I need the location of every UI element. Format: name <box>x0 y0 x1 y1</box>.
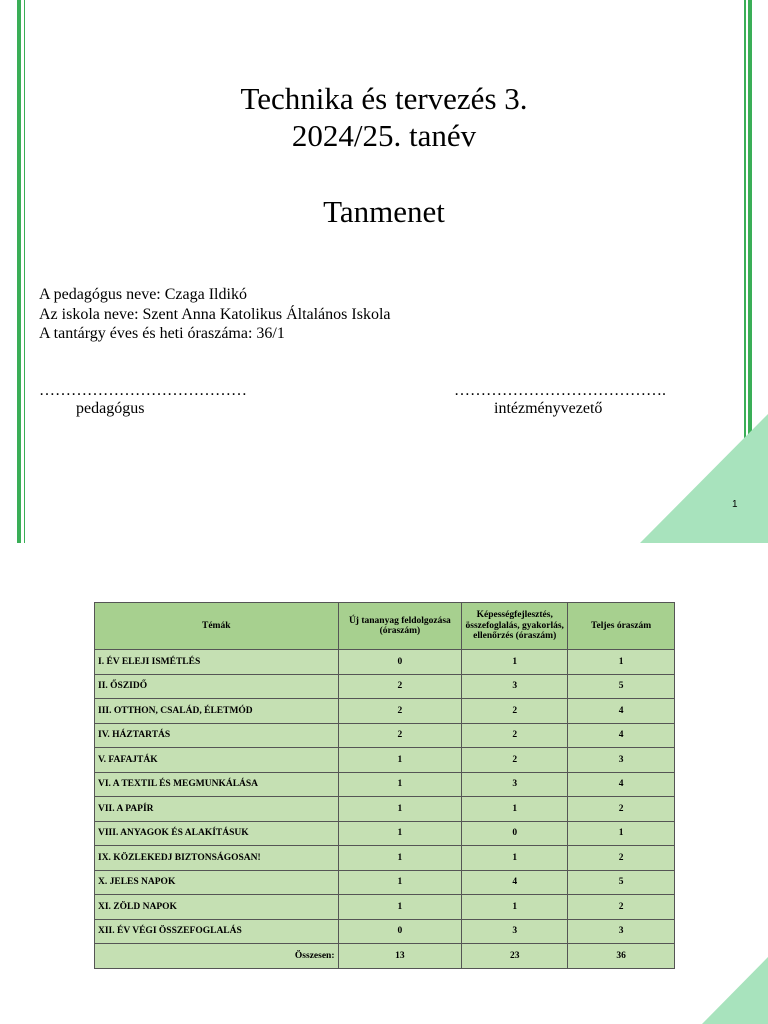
table-total-row <box>95 944 675 969</box>
table-row <box>95 772 675 797</box>
skill-development-cell: 1 <box>462 846 568 871</box>
table-row <box>95 674 675 699</box>
table-row <box>95 870 675 895</box>
new-material-cell: 0 <box>338 919 462 944</box>
total-hours-cell: 1 <box>568 650 675 675</box>
total-hours-cell: 1 <box>568 821 675 846</box>
total-hours-cell: 5 <box>568 870 675 895</box>
total-hours-cell: 2 <box>568 846 675 871</box>
document-subtitle: Tanmenet <box>323 194 445 229</box>
header-topics: Témák <box>95 603 339 650</box>
total-hours-cell: 4 <box>568 699 675 724</box>
new-material-cell: 1 <box>338 748 462 773</box>
new-material-cell: 2 <box>338 723 462 748</box>
skill-development-cell: 2 <box>462 723 568 748</box>
new-material-cell: 1 <box>338 821 462 846</box>
total-new-material-cell: 13 <box>338 944 462 969</box>
title-line-2: 2024/25. tanév <box>291 118 477 153</box>
topic-cell: XI. ZÖLD NAPOK <box>95 895 339 920</box>
table-row <box>95 846 675 871</box>
signature-label-principal: intézményvezető <box>494 400 603 417</box>
total-hours-cell: 5 <box>568 674 675 699</box>
skill-development-cell: 1 <box>462 650 568 675</box>
new-material-cell: 1 <box>338 870 462 895</box>
teacher-info <box>39 285 390 344</box>
topic-cell: IV. HÁZTARTÁS <box>95 723 339 748</box>
total-hours-cell: 2 <box>568 797 675 822</box>
total-hours-cell: 2 <box>568 895 675 920</box>
signature-line-principal: …………………………………. <box>454 382 666 399</box>
skill-development-cell: 3 <box>462 674 568 699</box>
topic-cell: IX. KÖZLEKEDJ BIZTONSÁGOSAN! <box>95 846 339 871</box>
total-hours-cell: 3 <box>568 748 675 773</box>
topic-cell: V. FAFAJTÁK <box>95 748 339 773</box>
header-skill-development: Képességfejlesztés, összefoglalás, gyakorlás, ellenőrzés (óraszám) <box>462 603 568 650</box>
topic-cell: III. OTTHON, CSALÁD, ÉLETMÓD <box>95 699 339 724</box>
curriculum-table <box>94 602 675 969</box>
new-material-cell: 1 <box>338 895 462 920</box>
table-row <box>95 821 675 846</box>
skill-development-cell: 1 <box>462 797 568 822</box>
new-material-cell: 0 <box>338 650 462 675</box>
page-number: 1 <box>732 499 738 510</box>
document-title <box>0 80 768 154</box>
total-label-cell: Összesen: <box>95 944 339 969</box>
table-row <box>95 723 675 748</box>
topic-cell: VI. A TEXTIL ÉS MEGMUNKÁLÁSA <box>95 772 339 797</box>
total-skill-development-cell: 23 <box>462 944 568 969</box>
topic-cell: I. ÉV ELEJI ISMÉTLÉS <box>95 650 339 675</box>
topic-cell: X. JELES NAPOK <box>95 870 339 895</box>
skill-development-cell: 2 <box>462 748 568 773</box>
skill-development-cell: 4 <box>462 870 568 895</box>
topic-cell: VIII. ANYAGOK ÉS ALAKÍTÁSUK <box>95 821 339 846</box>
new-material-cell: 1 <box>338 797 462 822</box>
skill-development-cell: 2 <box>462 699 568 724</box>
title-line-1: Technika és tervezés 3. <box>240 81 528 116</box>
table-row <box>95 699 675 724</box>
total-hours-cell: 3 <box>568 919 675 944</box>
table-row <box>95 919 675 944</box>
new-material-cell: 2 <box>338 674 462 699</box>
total-hours-sum-cell: 36 <box>568 944 675 969</box>
table-row <box>95 797 675 822</box>
skill-development-cell: 1 <box>462 895 568 920</box>
skill-development-cell: 3 <box>462 919 568 944</box>
skill-development-cell: 3 <box>462 772 568 797</box>
new-material-cell: 1 <box>338 846 462 871</box>
new-material-cell: 2 <box>338 699 462 724</box>
new-material-cell: 1 <box>338 772 462 797</box>
signature-label-teacher: pedagógus <box>76 400 145 417</box>
total-hours-cell: 4 <box>568 772 675 797</box>
table-row <box>95 650 675 675</box>
signature-line-teacher: ………………………………… <box>39 382 247 399</box>
table-header-row <box>95 603 675 650</box>
table-row <box>95 748 675 773</box>
table-row <box>95 895 675 920</box>
total-hours-cell: 4 <box>568 723 675 748</box>
topic-cell: XII. ÉV VÉGI ÖSSZEFOGLALÁS <box>95 919 339 944</box>
skill-development-cell: 0 <box>462 821 568 846</box>
topic-cell: VII. A PAPÍR <box>95 797 339 822</box>
topic-cell: II. ŐSZIDŐ <box>95 674 339 699</box>
hours-line: A tantárgy éves és heti óraszáma: 36/1 <box>39 325 285 342</box>
school-name-line: Az iskola neve: Szent Anna Katolikus Általános Iskola <box>39 305 391 323</box>
header-new-material: Új tananyag feldolgozása (óraszám) <box>338 603 462 650</box>
header-total-hours: Teljes óraszám <box>568 603 675 650</box>
teacher-name-line: A pedagógus neve: Czaga Ildikó <box>39 286 247 303</box>
